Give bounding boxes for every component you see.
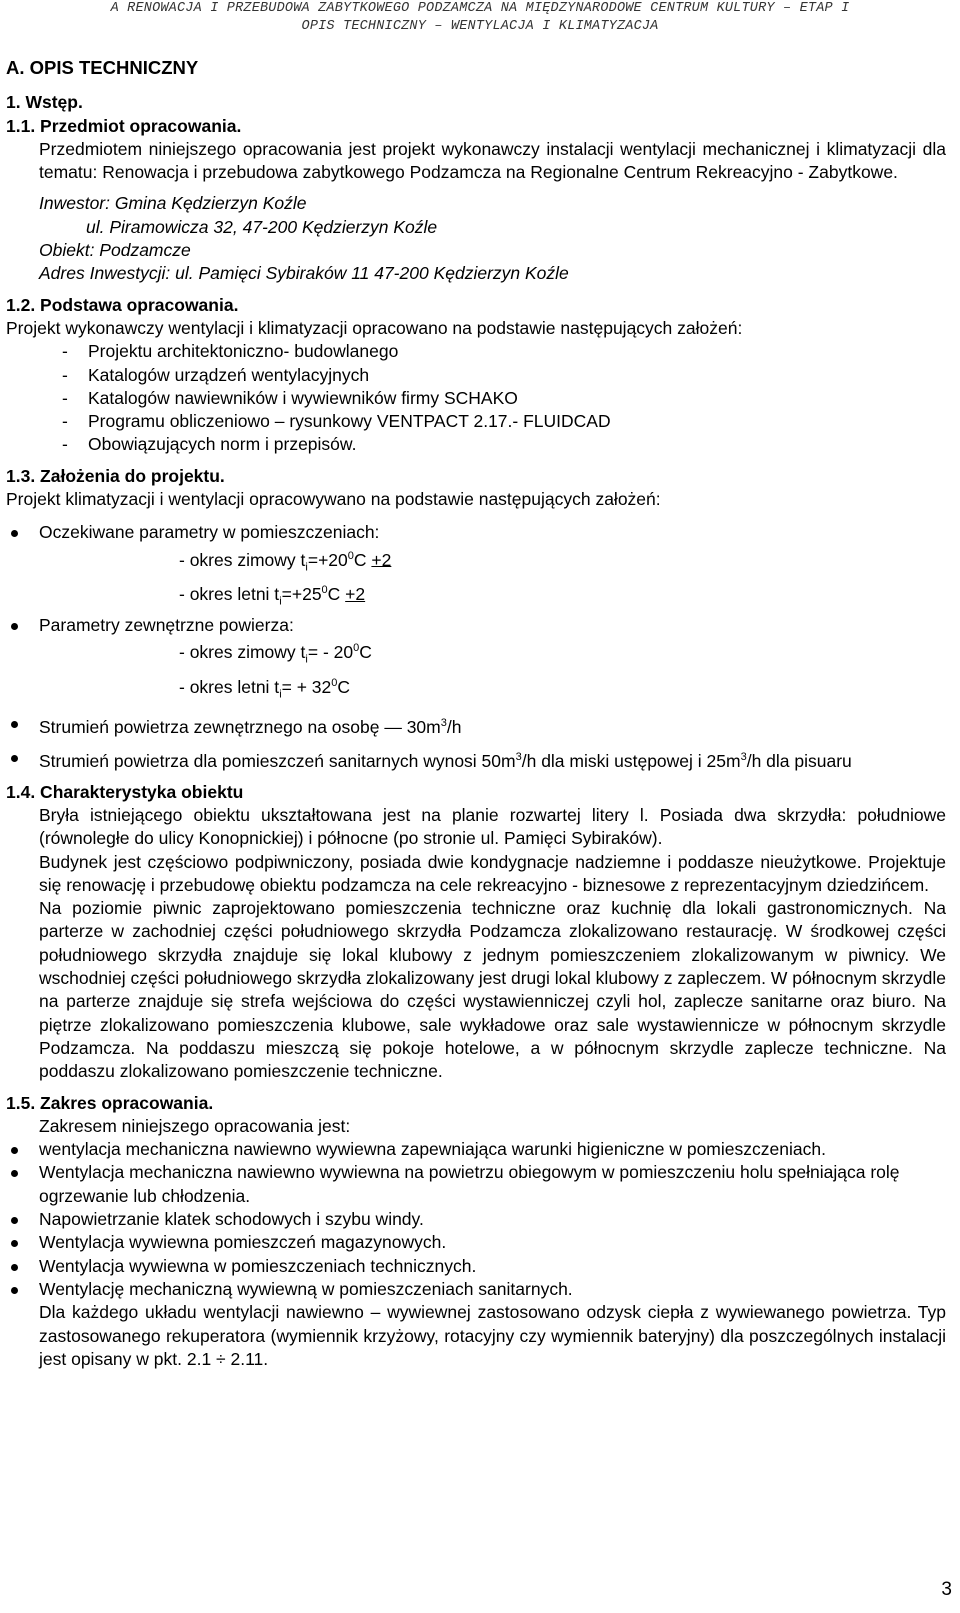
winter-outdoor: - okres zimowy $t_i= - 20^0C$ (179, 642, 372, 666)
list-item: Wentylacja mechaniczna nawiewno wywiewna na powietrzu obiegowym w pomieszczeniu holu spełniająca rolę ogrzewanie lub chłodzenia. (39, 1161, 946, 1208)
list-item: - Katalogów urządzeń wentylacyjnych (62, 364, 946, 387)
list-item: wentylacja mechaniczna nawiewno wywiewna zapewniająca warunki higieniczne w pomieszczeniach. (39, 1138, 946, 1161)
section-1-4-paragraph-3: Na poziomie piwnic zaprojektowano pomieszczenia techniczne oraz kuchnię dla lokali gastronomicznych. Na parterze w zachodniej części południowego skrzydła Podzamcza zlokalizowano restaurację. W środkowej części południowego skrzydła znajduje się lokal klubowy z jednym pomieszczeniem zlokalizowanym w piwnicy. We wschodniej części południowego skrzydła zlokalizowany jest drugi lokal klubowy z zapleczem. W północnym skrzydle na parterze znajduje się strefa wejściowa do części wystawienniczej czyli hol, zaplecze sanitarne oraz biuro. Na piętrze zlokalizowano pomieszczenia klubowe, sale wykładowe oraz sale wystawiennicze w północnym skrzydle Podzamcza. Na poddaszu mieszczą się pokoje hotelowe, a w północnym skrzydle zaplecze techniczne. Na poddaszu zlokalizowano pomieszczenie techniczne. (39, 898, 946, 1082)
list-item: Parametry zewnętrzne powierza: - okres zimowy $t_i= - 20^0C$ - okres letni $t_i= + 32^0C$ (39, 614, 946, 707)
document-body (6, 56, 946, 1371)
section-1-4-paragraph-2: Budynek jest częściowo podpiwniczony, posiada dwie kondygnacje nadziemne i poddasze nieużytkowe. Projektuje się renowację i przebudowę obiektu podzamcza na cele rekreacyjno - biznesowe z reprezentacyjnym dziedzińcem. (39, 851, 946, 895)
section-1-1-paragraph: Przedmiotem niniejszego opracowania jest projekt wykonawczy instalacji wentylacji mechanicznej i klimatyzacji dla tematu: Renowacja i przebudowa zabytkowego Podzamcza na Regionalne Centrum Rekreacyjno - Zabytkowe. (39, 138, 946, 183)
running-header (0, 0, 960, 36)
section-1-heading: 1. Wstęp. (6, 92, 83, 113)
bullet-icon (11, 1264, 18, 1271)
bullet-icon (11, 1287, 18, 1294)
section-1-3-intro: Projekt klimatyzacji i wentylacji opracowywano na podstawie następujących założeń: (6, 489, 661, 510)
list-item: - Katalogów nawiewników i wywiewników firmy SCHAKO (62, 387, 946, 410)
list-item: Oczekiwane parametry w pomieszczeniach: - okres zimowy $t_i=+20^0C +2$ - okres letni $t_i=+25^0C +2$ (39, 521, 946, 614)
section-1-2-intro: Projekt wykonawczy wentylacji i klimatyzacji opracowano na podstawie następujących założeń: (6, 317, 743, 338)
section-1-5-closing: Dla każdego układu wentylacji nawiewno – wywiewnej zastosowano odzysk ciepła z wywiewanego powietrza. Typ zastosowanego rekuperatora (wymiennik krzyżowy, rotacyjny czy wymiennik bateryjny) dla poszczególnych instalacji jest opisany w pkt. 2.1 ÷ 2.11. (39, 1302, 946, 1369)
summer-indoor: - okres letni $t_i=+25^0C +2$ (179, 584, 366, 608)
list-item: Wentylacja wywiewna pomieszczeń magazynowych. (39, 1231, 946, 1254)
list-item: - Obowiązujących norm i przepisów. (62, 433, 946, 456)
summer-outdoor: - okres letni $t_i= + 32^0C$ (179, 676, 351, 701)
document-title: A. OPIS TECHNICZNY (6, 57, 199, 78)
list-item: Strumień powietrza zewnętrznego na osobę — $30m^3/h$ (39, 712, 946, 739)
bullet-icon (11, 755, 18, 762)
assumptions-list (6, 521, 946, 772)
list-item: Wentylację mechaniczną wywiewną w pomieszczeniach sanitarnych. (39, 1278, 946, 1301)
section-1-1-heading: 1.1. Przedmiot opracowania. (6, 115, 242, 136)
bullet-icon (11, 1170, 18, 1177)
list-item: Wentylacja wywiewna w pomieszczeniach technicznych. (39, 1255, 946, 1278)
scope-list (6, 1138, 946, 1301)
list-item: Strumień powietrza dla pomieszczeń sanitarnych wynosi $50m^3/h$ dla miski ustępowej i $25m^3/h$ dla pisuaru (39, 746, 946, 773)
section-1-4-heading: 1.4. Charakterystyka obiektu (6, 781, 244, 802)
bullet-icon (11, 530, 18, 537)
section-1-5-intro: Zakresem niniejszego opracowania jest: (39, 1115, 351, 1136)
section-1-3-heading: 1.3. Założenia do projektu. (6, 465, 225, 486)
investor-line: Inwestor: Gmina Kędzierzyn Koźle (39, 193, 307, 214)
list-item: - Programu obliczeniowo – rysunkowy VENTPACT 2.17.- FLUIDCAD (62, 410, 946, 433)
list-item: Napowietrzanie klatek schodowych i szybu windy. (39, 1208, 946, 1231)
object-line: Obiekt: Podzamcze (39, 240, 191, 261)
section-1-2-heading: 1.2. Podstawa opracowania. (6, 294, 239, 315)
bullet-icon (11, 1217, 18, 1224)
basis-list (6, 340, 946, 456)
winter-indoor: - okres zimowy $t_i=+20^0C +2$ (179, 549, 392, 573)
list-item: - Projektu architektoniczno- budowlanego (62, 340, 946, 363)
section-1-5-heading: 1.5. Zakres opracowania. (6, 1092, 214, 1113)
investment-address: Adres Inwestycji: ul. Pamięci Sybiraków 11 47-200 Kędzierzyn Koźle (39, 263, 569, 284)
investor-address: ul. Piramowicza 32, 47-200 Kędzierzyn Koźle (86, 216, 438, 237)
bullet-icon (11, 1147, 18, 1154)
section-1-4-paragraph-1: Bryła istniejącego obiektu ukształtowana jest na planie rozwartej litery l. Posiada dwa skrzydła: południowe (równoległe do ulicy Konopnickiej) i północne (po stronie ul. Pamięci Sybiraków). (39, 804, 946, 849)
bullet-icon (11, 623, 18, 630)
bullet-icon (11, 1240, 18, 1247)
bullet-icon (11, 721, 18, 728)
page-number: 3 (941, 1579, 952, 1600)
header-line-1: A RENOWACJA I PRZEBUDOWA ZABYTKOWEGO PODZAMCZA NA MIĘDZYNARODOWE CENTRUM KULTURY – ETAP I (110, 1, 850, 16)
header-line-2: OPIS TECHNICZNY – WENTYLACJA I KLIMATYZACJA (301, 19, 659, 34)
